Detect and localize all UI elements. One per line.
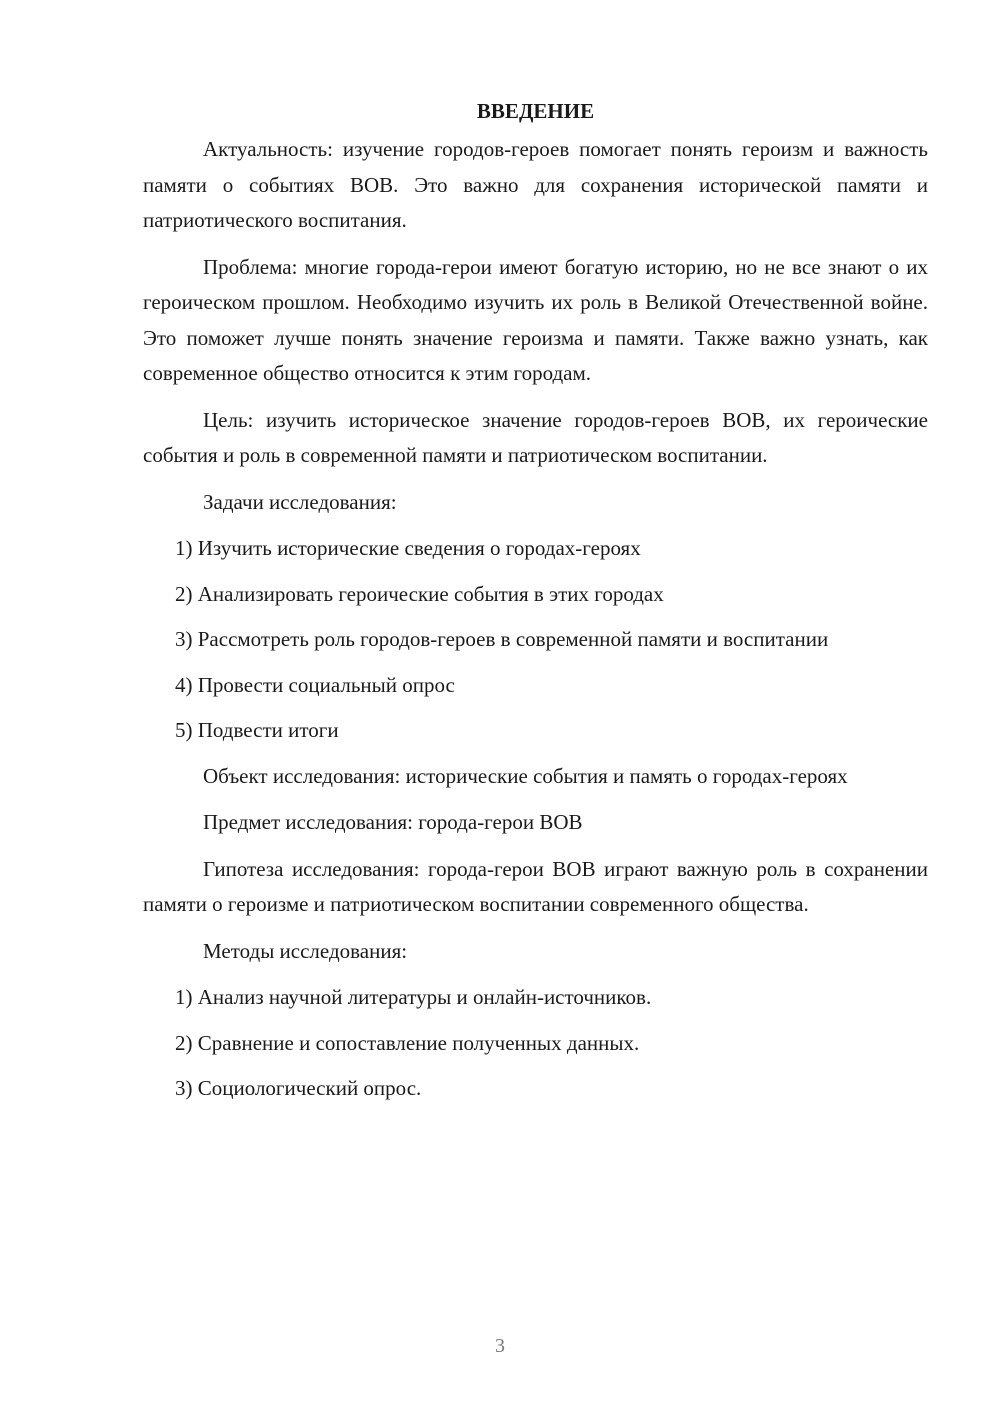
method-item: 2) Сравнение и сопоставление полученных данных. <box>175 1030 640 1055</box>
hypothesis-paragraph: Гипотеза исследования: города-герои ВОВ играют важную роль в сохранении памяти о героизме и патриотическом воспитании современного общества. <box>143 856 928 916</box>
page-title: ВВЕДЕНИЕ <box>476 99 595 123</box>
goal-paragraph: Цель: изучить историческое значение городов-героев ВОВ, их героические события и роль в современной памяти и патриотическом воспитании. <box>143 407 928 467</box>
methods-heading: Методы исследования: <box>203 938 408 963</box>
method-item: 1) Анализ научной литературы и онлайн-источников. <box>175 985 652 1009</box>
task-item: 1) Изучить исторические сведения о городах-героях <box>175 536 641 560</box>
task-item: 4) Провести социальный опрос <box>175 672 455 697</box>
task-item: 3) Рассмотреть роль городов-героев в современной памяти и воспитании <box>175 627 829 651</box>
tasks-heading: Задачи исследования: <box>203 489 397 514</box>
problem-paragraph: Проблема: многие города-герои имеют богатую историю, но не все знают о их героическом прошлом. Необходимо изучить их роль в Великой Отечественной войне. Это поможет лучше понять значение героизма и памяти. Также важно узнать, как современное общество относится к этим городам. <box>143 254 928 385</box>
object-paragraph: Объект исследования: исторические события и память о городах-героях <box>203 763 848 788</box>
relevance-paragraph: Актуальность: изучение городов-героев помогает понять героизм и важность памяти о событиях ВОВ. Это важно для сохранения исторической памяти и патриотического воспитания. <box>143 137 928 232</box>
page-content <box>143 96 928 1117</box>
method-item: 3) Социологический опрос. <box>175 1076 422 1100</box>
task-item: 5) Подвести итоги <box>175 718 339 742</box>
task-item: 2) Анализировать героические события в этих городах <box>175 581 664 606</box>
subject-paragraph: Предмет исследования: города-герои ВОВ <box>203 810 583 834</box>
page-number: 3 <box>495 1335 505 1357</box>
